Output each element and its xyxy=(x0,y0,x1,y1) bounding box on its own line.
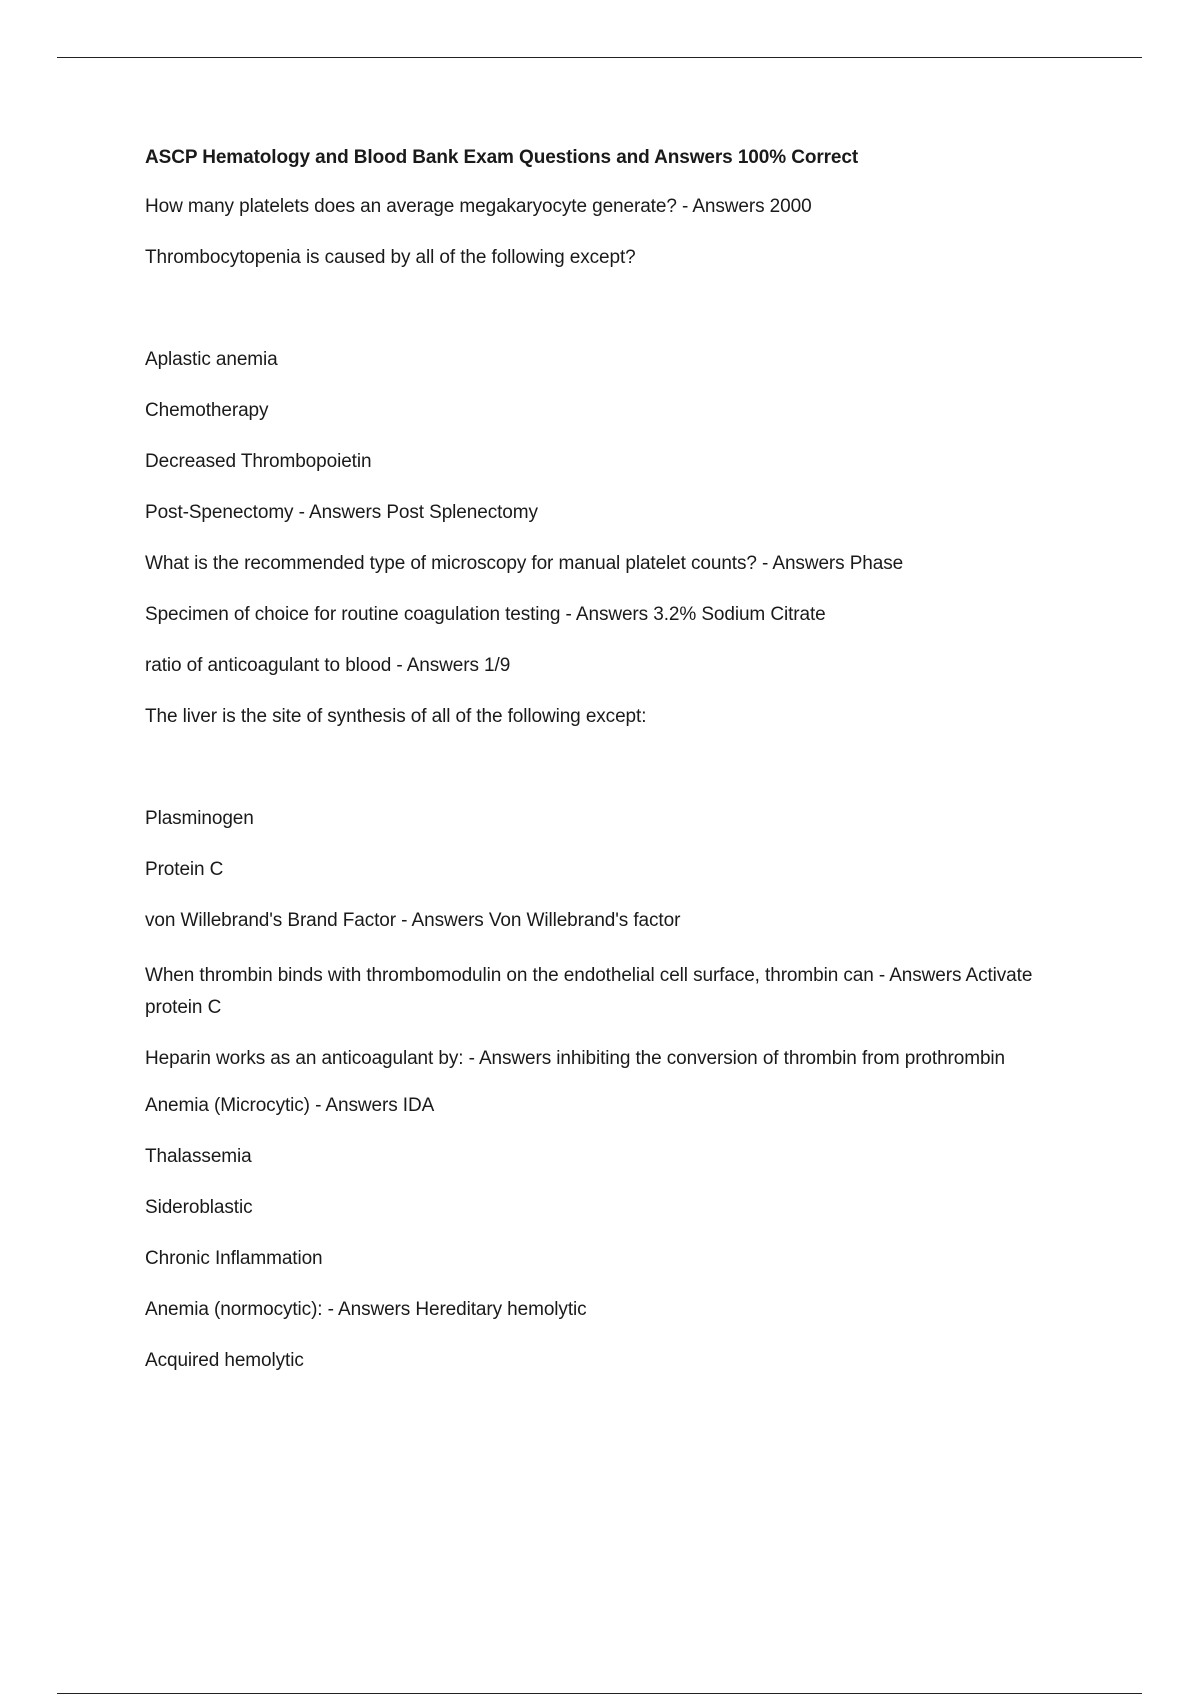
qa-line: The liver is the site of synthesis of all of the following except: xyxy=(145,706,647,727)
qa-line: Heparin works as an anticoagulant by: - Answers inhibiting the conversion of thrombin from prothrombin xyxy=(145,1048,1006,1069)
qa-line: Decreased Thrombopoietin xyxy=(145,451,372,472)
qa-line: Post-Spenectomy - Answers Post Splenectomy xyxy=(145,502,538,523)
qa-line: Thrombocytopenia is caused by all of the following except? xyxy=(145,247,636,268)
qa-line: Chronic Inflammation xyxy=(145,1248,323,1269)
footer-rule xyxy=(57,1693,1142,1694)
qa-line: Thalassemia xyxy=(145,1146,252,1167)
qa-line: Acquired hemolytic xyxy=(145,1350,304,1371)
qa-line: von Willebrand's Brand Factor - Answers Von Willebrand's factor xyxy=(145,910,681,931)
qa-line: When thrombin binds with thrombomodulin on the endothelial cell surface, thrombin can - Answers Activate protein C xyxy=(145,965,1033,1018)
header-rule xyxy=(57,57,1142,58)
document-body xyxy=(145,146,1065,1400)
qa-line: Aplastic anemia xyxy=(145,349,278,370)
qa-line: ratio of anticoagulant to blood - Answers 1/9 xyxy=(145,655,511,676)
qa-line: Protein C xyxy=(145,859,224,880)
qa-line: Specimen of choice for routine coagulation testing - Answers 3.2% Sodium Citrate xyxy=(145,604,826,625)
document-title: ASCP Hematology and Blood Bank Exam Questions and Answers 100% Correct xyxy=(145,147,859,168)
qa-line: Anemia (normocytic): - Answers Hereditary hemolytic xyxy=(145,1299,587,1320)
qa-line: Plasminogen xyxy=(145,808,254,829)
qa-line: Chemotherapy xyxy=(145,400,269,421)
qa-line: Anemia (Microcytic) - Answers IDA xyxy=(145,1095,435,1116)
qa-line: Sideroblastic xyxy=(145,1197,253,1218)
qa-line: How many platelets does an average megakaryocyte generate? - Answers 2000 xyxy=(145,196,812,217)
qa-line: What is the recommended type of microscopy for manual platelet counts? - Answers Phase xyxy=(145,553,904,574)
